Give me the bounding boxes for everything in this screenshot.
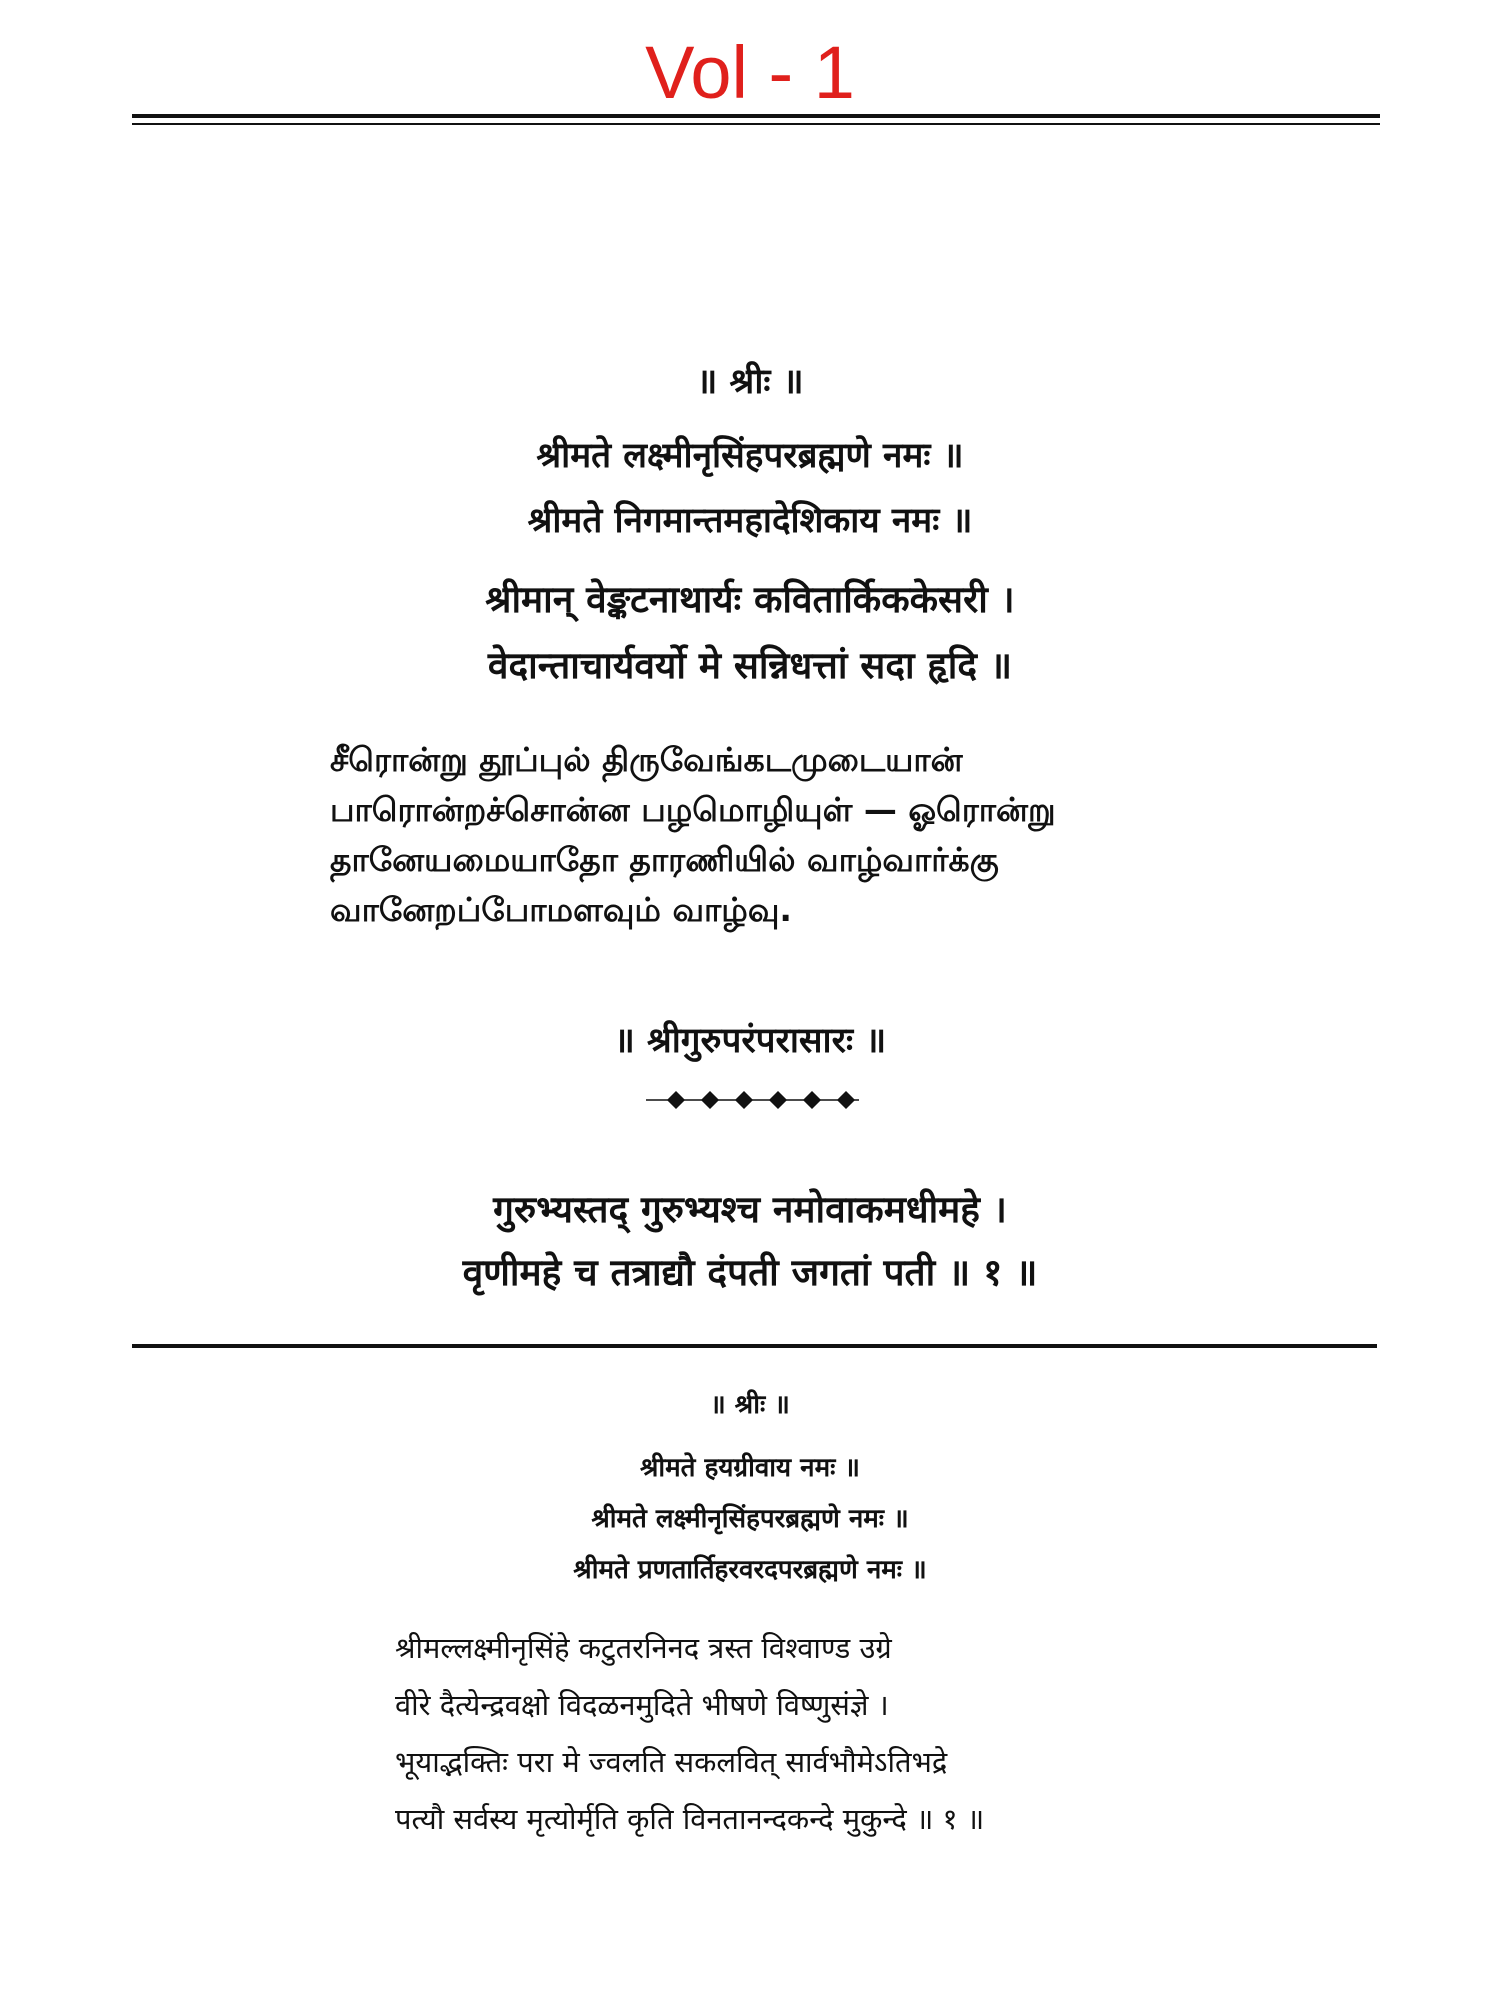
lower-verse-line-1: श्रीमल्लक्ष्मीनृसिंहे कटुतरनिनद त्रस्त विश्वाण्ड उग्रे <box>395 1631 892 1665</box>
rule-thin <box>132 123 1380 125</box>
lower-verse-line-4: पत्यौ सर्वस्य मृत्योर्मृति कृति विनतानन्दकन्दे मुकुन्दे ॥ १ ॥ <box>395 1802 985 1836</box>
lower-verse-line-3: भूयाद्भक्तिः परा मे ज्वलति सकलवित् सार्वभौमेऽतिभद्रे <box>395 1745 948 1779</box>
taniyan-sanskrit-line-2: वेदान्ताचार्यवर्यो मे सन्निधत्तां सदा हृदि ॥ <box>487 643 1013 687</box>
rule-thick <box>132 114 1380 118</box>
upper-invocation: ॥ श्रीः ॥ <box>696 361 804 402</box>
tamil-line-1: சீரொன்று தூப்புல் திருவேங்கடமுடையான் <box>330 740 963 779</box>
verse-1-line-2: वृणीमहे च तत्राद्यौ दंपती जगतां पती ॥ १ ॥ <box>462 1250 1038 1294</box>
volume-label: Vol - 1 <box>645 31 855 114</box>
taniyan-sanskrit-line-1: श्रीमान् वेङ्कटनाथार्यः कवितार्किककेसरी । <box>485 577 1015 621</box>
lower-salutation-3: श्रीमते प्रणतार्तिहरवरदपरब्रह्मणे नमः ॥ <box>573 1555 927 1585</box>
lower-salutation-1: श्रीमते हयग्रीवाय नमः ॥ <box>639 1453 861 1483</box>
lower-verse-1 <box>395 1620 984 1848</box>
lower-verse-line-2: वीरे दैत्येन्द्रवक्षो विदळनमुदिते भीषणे विष्णुसंज्ञे । <box>395 1688 889 1722</box>
upper-salutation-2: श्रीमते निगमान्तमहादेशिकाय नमः ॥ <box>527 500 973 541</box>
upper-salutation-1: श्रीमते लक्ष्मीनृसिंहपरब्रह्मणे नमः ॥ <box>536 435 964 476</box>
section-title: ॥ श्रीगुरुपरंपरासारः ॥ <box>613 1020 887 1061</box>
verse-1-line-1: गुरुभ्यस्तद् गुरुभ्यश्च नमोवाकमधीमहे । <box>493 1187 1007 1231</box>
ornament-divider-icon <box>640 1080 865 1120</box>
header-double-rule <box>132 114 1380 126</box>
lower-invocation: ॥ श्रीः ॥ <box>710 1390 790 1420</box>
lower-salutation-2: श्रीमते लक्ष्मीनृसिंहपरब्रह्मणे नमः ॥ <box>591 1504 909 1534</box>
taniyan-tamil <box>330 735 1056 935</box>
tamil-line-4: வானேறப்போமளவும் வாழ்வு. <box>330 890 792 929</box>
section-divider-rule <box>132 1344 1377 1348</box>
tamil-line-3: தானேயமையாதோ தாரணியில் வாழ்வார்க்கு <box>330 840 999 879</box>
tamil-line-2: பாரொன்றச்சொன்ன பழமொழியுள் — ஓரொன்று <box>330 790 1056 829</box>
